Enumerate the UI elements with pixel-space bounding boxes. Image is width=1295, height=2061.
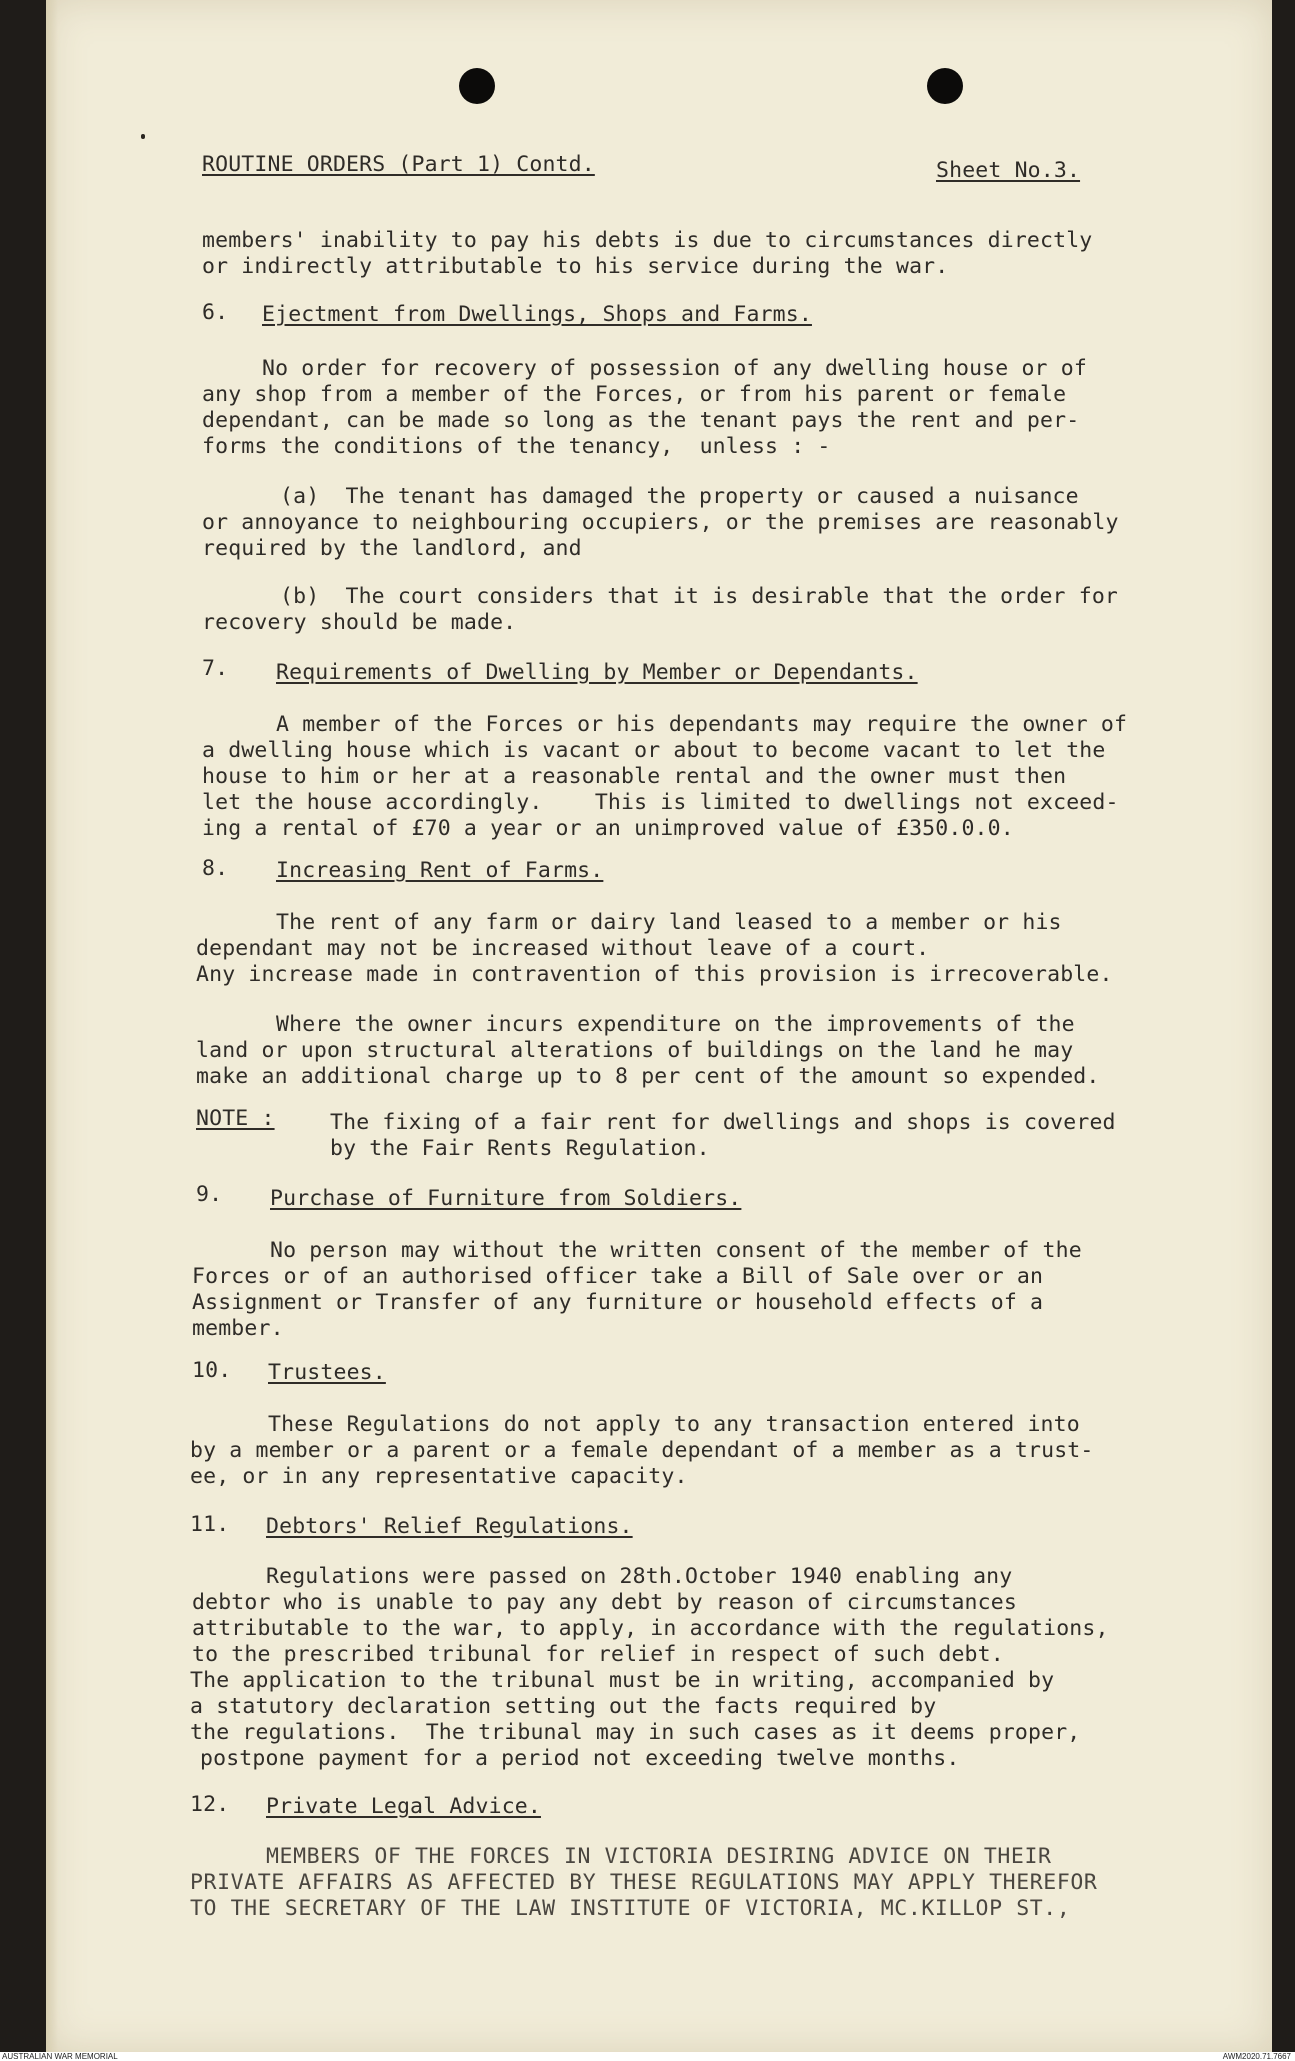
punch-hole [927,68,963,104]
section-heading: Trustees. [268,1360,386,1385]
text-line: dependant, can be made so long as the tenant pays the rent and per- [202,408,1080,433]
text-line: Any increase made in contravention of this provision is irrecoverable. [196,962,1113,987]
text-line: These Regulations do not apply to any transaction entered into [268,1412,1080,1437]
text-line: A member of the Forces or his dependants may require the owner of [276,712,1128,737]
text-line: any shop from a member of the Forces, or from his parent or female [202,382,1067,407]
text-line: Forces or of an authorised officer take a Bill of Sale over or an [192,1264,1044,1289]
text-line: a statutory declaration setting out the facts required by [190,1694,937,1719]
page-title: ROUTINE ORDERS (Part 1) Contd. [202,152,595,177]
archive-footer [0,2052,1295,2061]
text-line: No person may without the written consent of the member of the [270,1238,1082,1263]
text-line: Assignment or Transfer of any furniture or household effects of a [192,1290,1044,1315]
section-heading: Private Legal Advice. [266,1794,541,1819]
text-line: by the Fair Rents Regulation. [330,1136,710,1161]
text-line: required by the landlord, and [202,536,582,561]
punch-hole [459,68,495,104]
text-line: a dwelling house which is vacant or about to become vacant to let the [202,738,1106,763]
text-line: The application to the tribunal must be in writing, accompanied by [190,1668,1055,1693]
text-line: postpone payment for a period not exceeding twelve months. [200,1746,960,1771]
text-line: debtor who is unable to pay any debt by reason of circumstances [192,1590,1017,1615]
text-line: Where the owner incurs expenditure on the improvements of the [276,1012,1075,1037]
section-number: 10. [192,1358,232,1383]
text-line: house to him or her at a reasonable rental and the owner must then [202,764,1067,789]
text-line: make an additional charge up to 8 per cent of the amount so expended. [196,1064,1100,1089]
text-line: The fixing of a fair rent for dwellings and shops is covered [330,1110,1116,1135]
text-line: No order for recovery of possession of any dwelling house or of [262,356,1087,381]
section-number: 12. [190,1792,230,1817]
text-line: by a member or a parent or a female dependant of a member as a trust- [190,1438,1094,1463]
text-line: land or upon structural alterations of buildings on the land he may [196,1038,1074,1063]
section-number: 11. [190,1512,230,1537]
section-number: 8. [202,856,229,881]
section-heading: Increasing Rent of Farms. [276,858,604,883]
text-line: forms the conditions of the tenancy, unless : - [202,434,831,459]
text-line: ing a rental of £70 a year or an unimproved value of £350.0.0. [202,816,1014,841]
section-heading: Requirements of Dwelling by Member or Dependants. [276,660,918,685]
text-line: recovery should be made. [202,610,517,635]
text-line: or annoyance to neighbouring occupiers, or the premises are reasonably [202,510,1119,535]
archive-reference: AWM2020.71.7667 [1222,2052,1291,2061]
section-heading: Debtors' Relief Regulations. [266,1514,633,1539]
text-line: let the house accordingly. This is limited to dwellings not exceed- [202,790,1119,815]
section-heading: Ejectment from Dwellings, Shops and Farms. [262,302,812,327]
text-line: (b) The court considers that it is desirable that the order for [280,584,1119,609]
text-line: members' inability to pay his debts is due to circumstances directly [202,228,1093,253]
text-line: Regulations were passed on 28th.October 1940 enabling any [266,1564,1013,1589]
text-line: PRIVATE AFFAIRS AS AFFECTED BY THESE REGULATIONS MAY APPLY THEREFOR [190,1870,1098,1895]
text-line: dependant may not be increased without leave of a court. [196,936,930,961]
section-number: 6. [202,300,229,325]
archive-credit: AUSTRALIAN WAR MEMORIAL [2,2052,118,2061]
text-line: the regulations. The tribunal may in such cases as it deems proper, [190,1720,1081,1745]
note-label: NOTE : [196,1106,275,1131]
ink-mark [141,134,145,139]
section-number: 7. [202,656,229,681]
text-line: to the prescribed tribunal for relief in respect of such debt. [192,1642,1004,1667]
text-line: TO THE SECRETARY OF THE LAW INSTITUTE OF VICTORIA, MC.KILLOP ST., [190,1896,1071,1921]
text-line: MEMBERS OF THE FORCES IN VICTORIA DESIRING ADVICE ON THEIR [266,1844,1052,1869]
text-line: attributable to the war, to apply, in accordance with the regulations, [192,1616,1109,1641]
section-number: 9. [196,1182,223,1207]
text-line: The rent of any farm or dairy land leased to a member or his [276,910,1062,935]
sheet-number: Sheet No.3. [936,158,1081,183]
section-heading: Purchase of Furniture from Soldiers. [270,1186,742,1211]
text-line: ee, or in any representative capacity. [190,1464,688,1489]
text-line: (a) The tenant has damaged the property or caused a nuisance [280,484,1079,509]
text-line: member. [192,1316,284,1341]
text-line: or indirectly attributable to his service during the war. [202,254,949,279]
